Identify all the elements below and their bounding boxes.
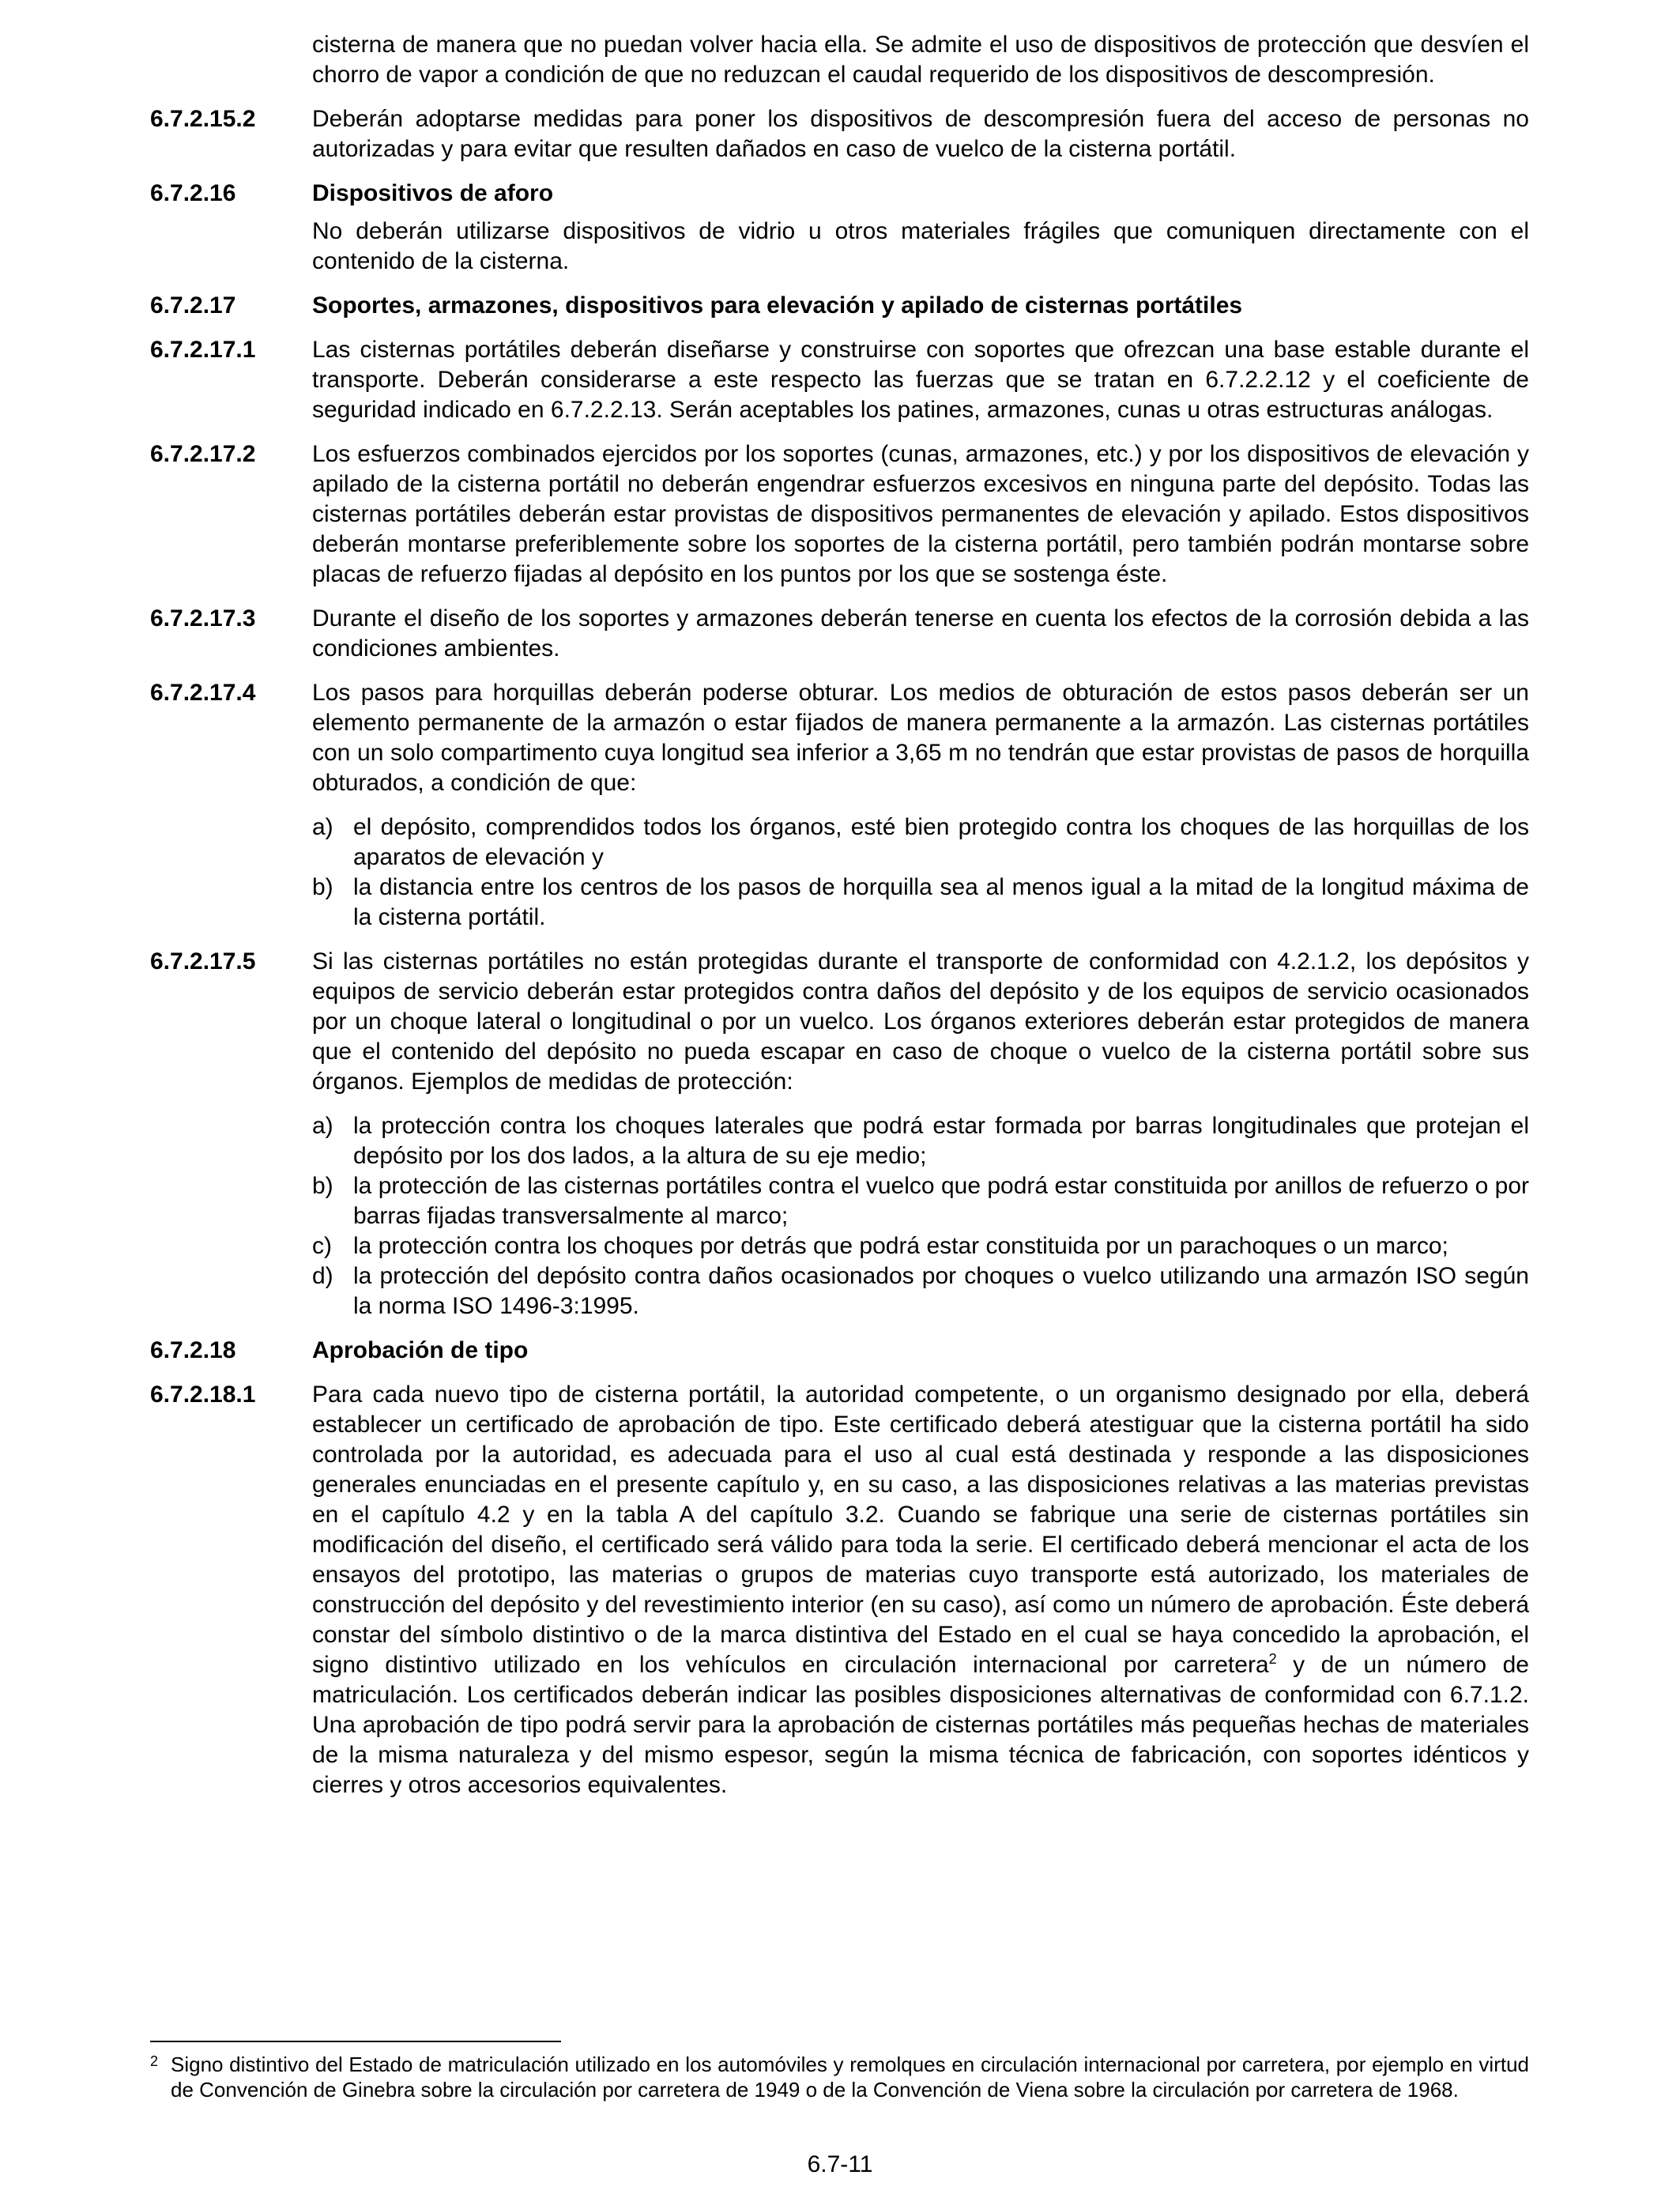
- list-item: [312, 873, 1529, 933]
- list-item: [312, 1261, 1529, 1321]
- document-page: [150, 30, 1529, 1815]
- section-6-7-2-18: [150, 1336, 1529, 1366]
- section-6-7-2-17-4: [150, 678, 1529, 933]
- list-item: [312, 1171, 1529, 1231]
- section-heading: Dispositivos de aforo: [312, 180, 554, 206]
- section-6-7-2-17-2: [150, 439, 1529, 590]
- section-number: 6.7.2.15.2: [150, 106, 256, 132]
- list-marker: c): [312, 1233, 332, 1259]
- section-text: Deberán adoptarse medidas para poner los dispositivos de descompresión fuera del acceso de personas no autorizadas y para evitar que resulten dañados en caso de vuelco de la cisterna portátil.: [312, 106, 1529, 162]
- section-number: 6.7.2.17: [150, 292, 236, 319]
- condition-list: [312, 812, 1529, 933]
- section-text: Las cisternas portátiles deberán diseñarse y construirse con soportes que ofrezcan una base estable durante el transporte. Deberán considerarse a este respecto las fuerzas que se tratan en 6.7.2.2.12 y el coeficiente de seguridad indicado en 6.7.2.2.13. Serán aceptables los patines, armazones, cunas u otras estructuras análogas.: [312, 337, 1529, 423]
- list-item: [312, 1231, 1529, 1261]
- section-text: No deberán utilizarse dispositivos de vidrio u otros materiales frágiles que comuniquen directamente con el contenido de la cisterna.: [312, 218, 1529, 274]
- protection-list: [312, 1111, 1529, 1321]
- section-text-part-b: y de un número de matriculación. Los certificados deberán indicar las posibles disposiciones alternativas de conformidad con 6.7.1.2. Una aprobación de tipo podrá servir para la aprobación de cisternas portátiles más pequeñas hechas de materiales de la misma naturaleza y del mismo espesor, según la misma técnica de fabricación, con soportes idénticos y cierres y otros accesorios equivalentes.: [312, 1652, 1529, 1798]
- section-number: 6.7.2.17.3: [150, 605, 256, 631]
- list-item: [312, 812, 1529, 873]
- list-item-text: la protección contra los choques por detrás que podrá estar constituida por un parachoques o un marco;: [353, 1233, 1448, 1259]
- section-6-7-2-17-3: [150, 604, 1529, 664]
- list-marker: b): [312, 1173, 333, 1199]
- footnote-mark: 2: [150, 2053, 159, 2069]
- list-item-text: la protección de las cisternas portátiles contra el vuelco que podrá estar constituida por anillos de refuerzo o por barras fijadas transversalmente al marco;: [353, 1173, 1529, 1229]
- section-6-7-2-15-2: [150, 104, 1529, 164]
- section-text: Los esfuerzos combinados ejercidos por los soportes (cunas, armazones, etc.) y por los dispositivos de elevación y apilado de la cisterna portátil no deberán engendrar esfuerzos excesivos en ninguna parte del depósito. Todas las cisternas portátiles deberán estar provistas de dispositivos permanentes de elevación y apilado. Estos dispositivos deberán montarse preferiblemente sobre los soportes de la cisterna portátil, pero también podrán montarse sobre placas de refuerzo fijadas al depósito en los puntos por los que se sostenga éste.: [312, 441, 1529, 587]
- section-number: 6.7.2.17.1: [150, 337, 256, 363]
- section-heading: Soportes, armazones, dispositivos para elevación y apilado de cisternas portátiles: [312, 292, 1243, 319]
- list-marker: d): [312, 1263, 333, 1289]
- section-6-7-2-18-1: [150, 1380, 1529, 1800]
- list-item: [312, 1111, 1529, 1171]
- list-item-text: la protección del depósito contra daños ocasionados por choques o vuelco utilizando una armazón ISO según la norma ISO 1496-3:1995.: [353, 1263, 1529, 1319]
- section-text-part-a: Para cada nuevo tipo de cisterna portátil, la autoridad competente, o un organismo designado por ella, deberá establecer un certificado de aprobación de tipo. Este certificado deberá atestiguar que la cisterna portátil ha sido controlada por la autoridad, es adecuada para el uso al cual está destinada y responde a las disposiciones generales enunciadas en el presente capítulo y, en su caso, a las disposiciones relativas a las materias previstas en el capítulo 4.2 y en la tabla A del capítulo 3.2. Cuando se fabrique una serie de cisternas portátiles sin modificación del diseño, el certificado será válido para toda la serie. El certificado deberá mencionar el acta de los ensayos del prototipo, las materias o grupos de materias cuyo transporte está autorizado, los materiales de construcción del depósito y del revestimiento interior (en su caso), así como un número de aprobación. Éste deberá constar del símbolo distintivo o de la marca distintiva del Estado en el cual se haya concedido la aprobación, el signo distintivo utilizado en los vehículos en circulación internacional por carretera: [312, 1382, 1529, 1678]
- section-text: [312, 1380, 1529, 1800]
- list-marker: a): [312, 814, 333, 840]
- section-number: 6.7.2.17.2: [150, 441, 256, 467]
- list-marker: a): [312, 1113, 333, 1139]
- section-number: 6.7.2.18: [150, 1337, 236, 1363]
- section-text: Durante el diseño de los soportes y armazones deberán tenerse en cuenta los efectos de la corrosión debida a las condiciones ambientes.: [312, 605, 1529, 662]
- section-number: 6.7.2.17.4: [150, 680, 256, 706]
- intro-paragraph: cisterna de manera que no puedan volver hacia ella. Se admite el uso de dispositivos de protección que desvíen el chorro de vapor a condición de que no reduzcan el caudal requerido de los dispositivos de descompresión.: [312, 32, 1529, 88]
- section-6-7-2-17-1: [150, 335, 1529, 425]
- section-6-7-2-17-5: [150, 947, 1529, 1321]
- section-text: Si las cisternas portátiles no están protegidas durante el transporte de conformidad con 4.2.1.2, los depósitos y equipos de servicio deberán estar protegidos contra daños del depósito y de los equipos de servicio ocasionados por un choque lateral o longitudinal o por un vuelco. Los órganos exteriores deberán estar protegidos de manera que el contenido del depósito no pueda escapar en caso de choque o vuelco de la cisterna portátil sobre sus órganos. Ejemplos de medidas de protección:: [312, 948, 1529, 1095]
- list-item-text: la distancia entre los centros de los pasos de horquilla sea al menos igual a la mitad de la longitud máxima de la cisterna portátil.: [353, 874, 1529, 930]
- footnote-text: Signo distintivo del Estado de matriculación utilizado en los automóviles y remolques en circulación internacional por carretera, por ejemplo en virtud de Convención de Ginebra sobre la circulación por carretera de 1949 o de la Convención de Viena sobre la circulación por carretera de 1968.: [171, 2053, 1529, 2102]
- footnote-reference[interactable]: 2: [1268, 1651, 1277, 1667]
- section-number: 6.7.2.17.5: [150, 948, 256, 974]
- list-marker: b): [312, 874, 333, 900]
- footnote: [150, 2052, 1529, 2102]
- section-6-7-2-17: [150, 291, 1529, 321]
- section-6-7-2-16: [150, 179, 1529, 209]
- section-number: 6.7.2.16: [150, 180, 236, 206]
- footnote-separator: [150, 2041, 561, 2042]
- section-heading: Aprobación de tipo: [312, 1337, 529, 1363]
- list-item-text: el depósito, comprendidos todos los órganos, esté bien protegido contra los choques de las horquillas de los aparatos de elevación y: [353, 814, 1529, 870]
- section-number: 6.7.2.18.1: [150, 1382, 256, 1408]
- list-item-text: la protección contra los choques laterales que podrá estar formada por barras longitudinales que protejan el depósito por los dos lados, a la altura de su eje medio;: [353, 1113, 1529, 1169]
- section-text: Los pasos para horquillas deberán poderse obturar. Los medios de obturación de estos pasos deberán ser un elemento permanente de la armazón o estar fijados de manera permanente a la armazón. Las cisternas portátiles con un solo compartimento cuya longitud sea inferior a 3,65 m no tendrán que estar provistas de pasos de horquilla obturados, a condición de que:: [312, 680, 1529, 796]
- page-number: 6.7-11: [807, 2151, 873, 2177]
